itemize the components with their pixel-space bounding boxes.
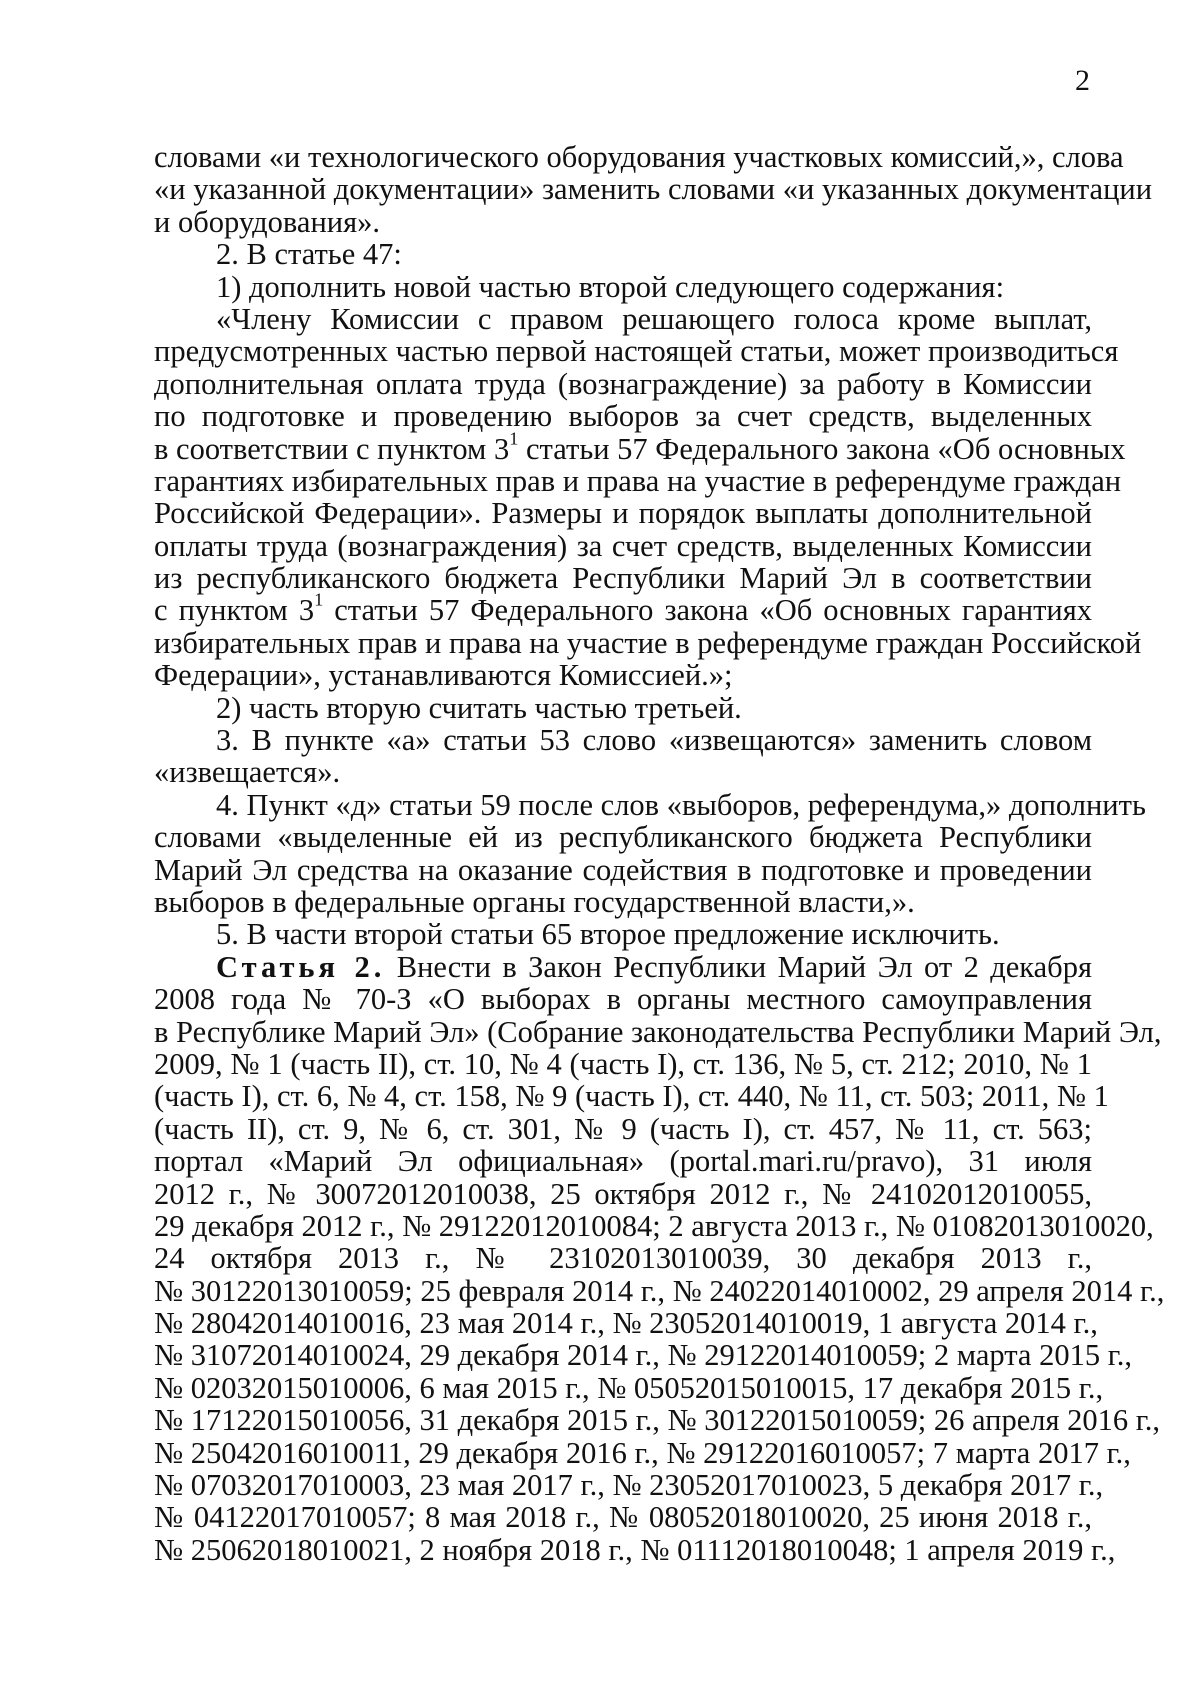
line-text: 2. В статье 47: <box>216 237 402 272</box>
text-line <box>154 692 1092 724</box>
line-text: 29 декабря 2012 г., № 29122012010084; 2 августа 2013 г., № 01082013010020, <box>154 1208 1154 1243</box>
text-line <box>154 497 1092 529</box>
line-text: (часть II), ст. 9, № 6, ст. 301, № 9 (часть I), ст. 457, № 11, ст. 563; <box>154 1111 1092 1146</box>
text-line <box>154 427 1126 466</box>
superscript: 1 <box>509 427 519 448</box>
page-number: 2 <box>1075 64 1090 97</box>
text-line <box>154 530 1092 562</box>
text-line <box>154 1145 1092 1177</box>
superscript: 1 <box>314 589 324 610</box>
text-line <box>154 172 1153 207</box>
text-line <box>154 463 1122 498</box>
line-text: Внести в Закон Республики Марий Эл от 2 декабря <box>385 949 1092 984</box>
text-line <box>154 206 1092 238</box>
line-text: № 04122017010057; 8 мая 2018 г., № 08052018010020, 25 июня 2018 г., <box>154 1500 1092 1535</box>
line-text: и оборудования». <box>154 204 380 239</box>
text-line <box>154 1370 1104 1405</box>
text-line <box>154 1338 1133 1373</box>
text-line <box>154 1468 1104 1503</box>
line-text: по подготовке и проведению выборов за счет средств, выделенных <box>154 399 1092 434</box>
text-line <box>154 1113 1092 1145</box>
text-line <box>154 724 1092 756</box>
line-text: Федерации», устанавливаются Комиссией.»; <box>154 658 733 693</box>
line-text: 5. В части второй статьи 65 второе предложение исключить. <box>216 917 1000 952</box>
line-text: выборов в федеральные органы государственной власти,». <box>154 884 915 919</box>
text-line <box>154 303 1092 335</box>
line-text: словами «и технологического оборудования участковых комиссий,», слова <box>154 140 1124 174</box>
text-line <box>154 918 1092 950</box>
text-line <box>154 140 1124 174</box>
line-text: (часть I), ст. 6, № 4, ст. 158, № 9 (часть I), ст. 440, № 11, ст. 503; 2011, № 1 <box>154 1079 1109 1114</box>
text-line <box>154 1208 1154 1243</box>
text-line <box>154 625 1142 660</box>
line-text: 2012 г., № 30072012010038, 25 октября 2012 г., № 24102012010055, <box>154 1176 1092 1211</box>
line-text: № 17122015010056, 31 декабря 2015 г., № 30122015010059; 26 апреля 2016 г., <box>154 1403 1161 1438</box>
text-line <box>154 1501 1092 1533</box>
text-line <box>154 400 1092 432</box>
line-text: «Члену Комиссии с правом решающего голоса кроме выплат, <box>216 301 1092 336</box>
line-text: № 25062018010021, 2 ноября 2018 г., № 01112018010048; 1 апреля 2019 г., <box>154 1532 1116 1567</box>
line-text: оплаты труда (вознаграждения) за счет средств, выделенных Комиссии <box>154 528 1092 563</box>
text-line <box>154 1532 1116 1567</box>
line-text: Российской Федерации». Размеры и порядок выплаты дополнительной <box>154 496 1092 531</box>
text-line <box>154 1435 1131 1470</box>
line-text: № 30122013010059; 25 февраля 2014 г., № 24022014010002, 29 апреля 2014 г., <box>154 1273 1165 1308</box>
line-text: из республиканского бюджета Республики Марий Эл в соответствии <box>154 561 1092 596</box>
text-line <box>154 854 1092 886</box>
line-text: 1) дополнить новой частью второй следующего содержания: <box>216 269 1005 304</box>
article-heading: Статья 2. <box>216 949 386 984</box>
text-line <box>154 951 1092 983</box>
line-text: «и указанной документации» заменить словами «и указанных документации <box>154 172 1153 207</box>
line-text: предусмотренных частью первой настоящей статьи, может производиться <box>154 334 1119 369</box>
line-text: словами «выделенные ей из республиканского бюджета Республики <box>154 820 1092 855</box>
line-text: в Республике Марий Эл» (Собрание законодательства Республики Марий Эл, <box>154 1014 1162 1049</box>
line-text: в соответствии с пунктом 3 <box>154 431 510 466</box>
line-text: гарантиях избирательных прав и права на участие в референдуме граждан <box>154 463 1122 498</box>
text-line <box>154 821 1092 853</box>
line-text: Марий Эл средства на оказание содействия в подготовке и проведении <box>154 852 1092 887</box>
text-line <box>154 1079 1109 1114</box>
text-line <box>154 1014 1162 1049</box>
line-text: 24 октября 2013 г., № 23102013010039, 30 декабря 2013 г., <box>154 1241 1092 1276</box>
text-line <box>154 562 1092 594</box>
text-line <box>154 238 1092 270</box>
line-text: 2) часть вторую считать частью третьей. <box>216 690 742 725</box>
line-text: портал «Марий Эл официальная» (portal.mari.ru/pravo), 31 июля <box>154 1144 1092 1179</box>
document-body <box>154 140 1165 1567</box>
line-text: избирательных прав и права на участие в референдуме граждан Российской <box>154 625 1142 660</box>
text-line <box>154 659 1092 691</box>
text-line <box>154 787 1146 822</box>
line-text: № 25042016010011, 29 декабря 2016 г., № 29122016010057; 7 марта 2017 г., <box>154 1435 1131 1470</box>
line-text: 4. Пункт «д» статьи 59 после слов «выборов, референдума,» дополнить <box>216 787 1146 822</box>
text-line <box>154 1403 1161 1438</box>
text-line <box>154 589 1092 628</box>
line-text: статьи 57 Федерального закона «Об основных гарантиях <box>323 593 1092 628</box>
text-line <box>154 1048 1092 1080</box>
text-line <box>154 1242 1092 1274</box>
text-line <box>154 983 1092 1015</box>
line-text: 2008 года № 70-З «О выборах в органы местного самоуправления <box>154 982 1092 1017</box>
text-line <box>154 368 1092 400</box>
text-line <box>154 886 1092 918</box>
text-line <box>154 1273 1165 1308</box>
line-text: «извещается». <box>154 755 341 790</box>
line-text: № 02032015010006, 6 мая 2015 г., № 05052015010015, 17 декабря 2015 г., <box>154 1370 1104 1405</box>
line-text: № 28042014010016, 23 мая 2014 г., № 23052014010019, 1 августа 2014 г., <box>154 1306 1098 1341</box>
text-line <box>154 334 1119 369</box>
line-text: дополнительная оплата труда (вознаграждение) за работу в Комиссии <box>154 366 1092 401</box>
line-text: статьи 57 Федерального закона «Об основных <box>518 431 1126 466</box>
line-text: № 31072014010024, 29 декабря 2014 г., № 29122014010059; 2 марта 2015 г., <box>154 1338 1133 1373</box>
line-text: 2009, № 1 (часть II), ст. 10, № 4 (часть I), ст. 136, № 5, ст. 212; 2010, № 1 <box>154 1046 1092 1081</box>
text-line <box>154 756 1092 788</box>
line-text: с пунктом 3 <box>154 593 315 628</box>
line-text: 3. В пункте «а» статьи 53 слово «извещаются» заменить словом <box>216 723 1092 758</box>
text-line <box>154 271 1092 303</box>
line-text: № 07032017010003, 23 мая 2017 г., № 23052017010023, 5 декабря 2017 г., <box>154 1468 1104 1503</box>
text-line <box>154 1178 1092 1210</box>
text-line <box>154 1306 1098 1341</box>
